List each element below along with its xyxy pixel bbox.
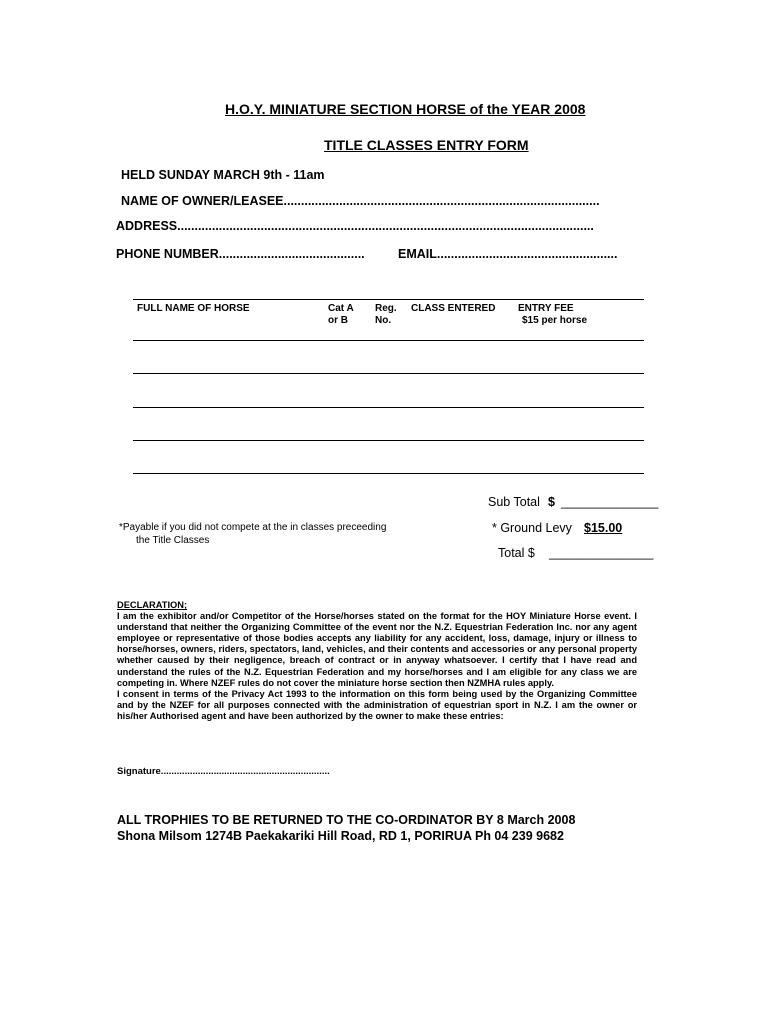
total-label: Total $ bbox=[498, 546, 535, 560]
declaration-heading: DECLARATION; bbox=[117, 600, 188, 610]
col-entry-fee-line1: ENTRY FEE bbox=[518, 303, 574, 314]
col-horse-name: FULL NAME OF HORSE bbox=[137, 303, 250, 314]
col-reg-line1: Reg. bbox=[375, 303, 397, 314]
entry-row-line[interactable] bbox=[133, 340, 644, 341]
entry-row-line[interactable] bbox=[133, 373, 644, 374]
levy-note-line1: *Payable if you did not compete at the in classes preceeding bbox=[119, 522, 387, 533]
table-top-rule bbox=[133, 299, 644, 300]
col-entry-fee-line2: $15 per horse bbox=[522, 315, 588, 326]
ground-levy-label: * Ground Levy bbox=[492, 521, 572, 535]
entry-row-line[interactable] bbox=[133, 473, 644, 474]
form-title: H.O.Y. MINIATURE SECTION HORSE of the YEAR 2008 bbox=[225, 101, 586, 117]
entry-row-line[interactable] bbox=[133, 440, 644, 441]
entry-row-line[interactable] bbox=[133, 407, 644, 408]
address-field[interactable]: ADDRESS........................................................................................................................ bbox=[116, 219, 594, 233]
held-date: HELD SUNDAY MARCH 9th - 11am bbox=[121, 168, 325, 182]
email-field[interactable]: EMAIL.................................................... bbox=[398, 247, 618, 261]
privacy-paragraph: I consent in terms of the Privacy Act 1993 to the information on this form being used by the Organizing Committee and by the NZEF for all purposes connected with the administration of equestrian sport in N.Z. I am the owner or his/her Authorised agent and have been authorized by the owner to make these entries: bbox=[117, 688, 637, 721]
col-class-entered: CLASS ENTERED bbox=[411, 303, 496, 314]
owner-field[interactable]: NAME OF OWNER/LEASEE........................................................................................... bbox=[121, 194, 600, 208]
total-field[interactable]: _______________ bbox=[549, 546, 654, 560]
col-reg-line2: No. bbox=[375, 315, 392, 326]
ground-levy-value: $15.00 bbox=[584, 521, 623, 535]
subtotal-dollar: $ bbox=[548, 495, 555, 509]
col-cat-line1: Cat A bbox=[328, 303, 354, 314]
trophies-notice: ALL TROPHIES TO BE RETURNED TO THE CO-ORDINATOR BY 8 March 2008 bbox=[117, 813, 576, 827]
subtotal-label: Sub Total bbox=[488, 495, 540, 509]
coordinator-contact: Shona Milsom 1274B Paekakariki Hill Road, RD 1, PORIRUA Ph 04 239 9682 bbox=[117, 829, 564, 843]
phone-field[interactable]: PHONE NUMBER.......................................... bbox=[116, 247, 365, 261]
declaration bbox=[117, 600, 637, 722]
form-subtitle: TITLE CLASSES ENTRY FORM bbox=[324, 137, 529, 153]
levy-note-line2: the Title Classes bbox=[136, 535, 210, 546]
col-cat-line2: or B bbox=[328, 315, 348, 326]
signature-field[interactable]: Signature................................................................ bbox=[117, 766, 330, 777]
subtotal-field[interactable]: ______________ bbox=[561, 495, 659, 509]
declaration-paragraph: I am the exhibitor and/or Competitor of the Horse/horses stated on the format for the HOY Miniature Horse event. I understand that neither the Organizing Committee of the event nor the N.Z. Equestrian Federation Inc. nor any agent employee or representative of those bodies accepts any liability for any accident, loss, damage, injury or illness to horse/horses, owners, riders, spectators, land, vehicles, and their contents and accessories or any personal property whether caused by their negligence, breach of contract or in anyway whatsoever. I certify that I have read and understand the rules of the N.Z. Equestrian Federation and my horse/horses and I am eligible for any class we are competing in. Where NZEF rules do not cover the miniature horse section then NZMHA rules apply. bbox=[117, 611, 637, 688]
